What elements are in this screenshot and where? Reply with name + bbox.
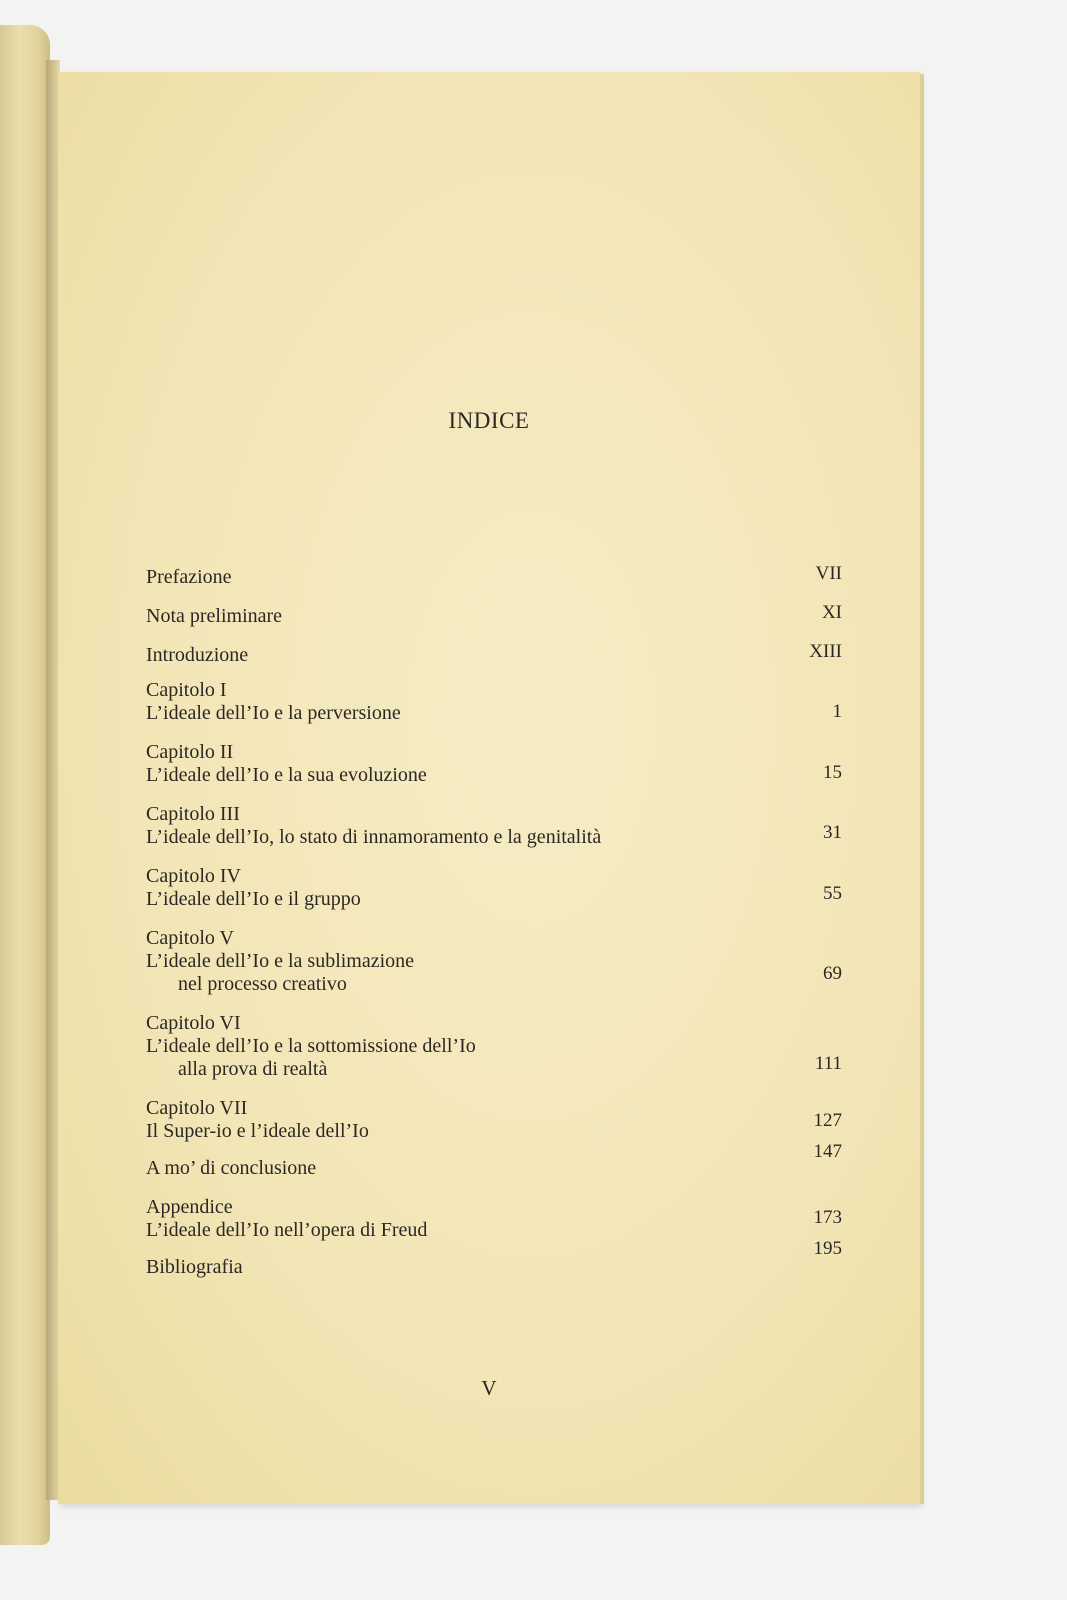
toc-entry-capitolo-6 [146, 1012, 842, 1081]
toc-entry-capitolo-7 [146, 1097, 842, 1143]
toc-entry-title-continued: nel processo creativo [178, 973, 347, 995]
toc-entry-capitolo-4 [146, 865, 842, 911]
page-title: INDICE [448, 408, 530, 433]
toc-entry-prefazione [146, 563, 842, 589]
toc-entry-page: 1 [832, 701, 842, 722]
page-edge [920, 74, 924, 1504]
toc-entry-capitolo-5 [146, 927, 842, 996]
toc-entry-page: 55 [823, 883, 842, 904]
toc-entry-title: Prefazione [146, 566, 232, 588]
toc-entry-chapter-label: Capitolo II [146, 741, 234, 763]
book-spine [0, 25, 50, 1545]
toc-entry-chapter-label: Capitolo VII [146, 1097, 248, 1119]
table-of-contents [146, 563, 842, 1278]
toc-entry-bibliografia [146, 1238, 842, 1279]
book-page [58, 72, 920, 1504]
toc-entry-page: 127 [813, 1110, 842, 1131]
toc-entry-appendice [146, 1196, 842, 1242]
toc-entry-chapter-label: Capitolo I [146, 679, 227, 701]
toc-entry-chapter-label: Appendice [146, 1196, 233, 1218]
toc-entry-title: A mo’ di conclusione [146, 1157, 317, 1179]
toc-entry-title-continued: alla prova di realtà [178, 1058, 328, 1080]
toc-entry-capitolo-2 [146, 741, 842, 787]
toc-entry-page: 173 [813, 1207, 842, 1228]
toc-entry-title: L’ideale dell’Io e la sublimazione [146, 950, 415, 972]
page-number: V [481, 1376, 497, 1400]
toc-entry-page: 195 [813, 1238, 842, 1259]
toc-entry-title: Bibliografia [146, 1256, 243, 1278]
toc-entry-chapter-label: Capitolo V [146, 927, 234, 949]
toc-entry-title: Nota preliminare [146, 605, 283, 627]
toc-entry-page: VII [815, 563, 842, 584]
toc-entry-page: XIII [809, 641, 842, 662]
toc-entry-chapter-label: Capitolo VI [146, 1012, 241, 1034]
toc-entry-page: 147 [813, 1141, 842, 1162]
toc-entry-title: L’ideale dell’Io e la sottomissione dell’Io [146, 1035, 476, 1057]
toc-entry-page: 111 [814, 1053, 842, 1074]
toc-entry-conclusione [146, 1141, 842, 1180]
toc-entry-title: L’ideale dell’Io, lo stato di innamoramento e la genitalità [146, 826, 602, 848]
toc-entry-introduzione [146, 641, 842, 667]
toc-entry-title: L’ideale dell’Io e il gruppo [146, 888, 361, 910]
toc-entry-title: Il Super-io e l’ideale dell’Io [146, 1120, 369, 1142]
toc-entry-nota-preliminare [146, 602, 842, 628]
toc-entry-title: L’ideale dell’Io e la sua evoluzione [146, 764, 427, 786]
toc-entry-page: 69 [823, 963, 842, 984]
toc-entry-title: L’ideale dell’Io nell’opera di Freud [146, 1219, 428, 1241]
toc-entry-title: L’ideale dell’Io e la perversione [146, 702, 401, 724]
toc-entry-page: XI [821, 602, 842, 623]
toc-entry-page: 15 [823, 762, 842, 783]
toc-entry-chapter-label: Capitolo IV [146, 865, 241, 887]
toc-entry-capitolo-3 [146, 803, 842, 849]
toc-entry-title: Introduzione [146, 644, 249, 666]
toc-entry-capitolo-1 [146, 679, 842, 725]
toc-entry-page: 31 [823, 822, 842, 843]
toc-entry-chapter-label: Capitolo III [146, 803, 240, 825]
